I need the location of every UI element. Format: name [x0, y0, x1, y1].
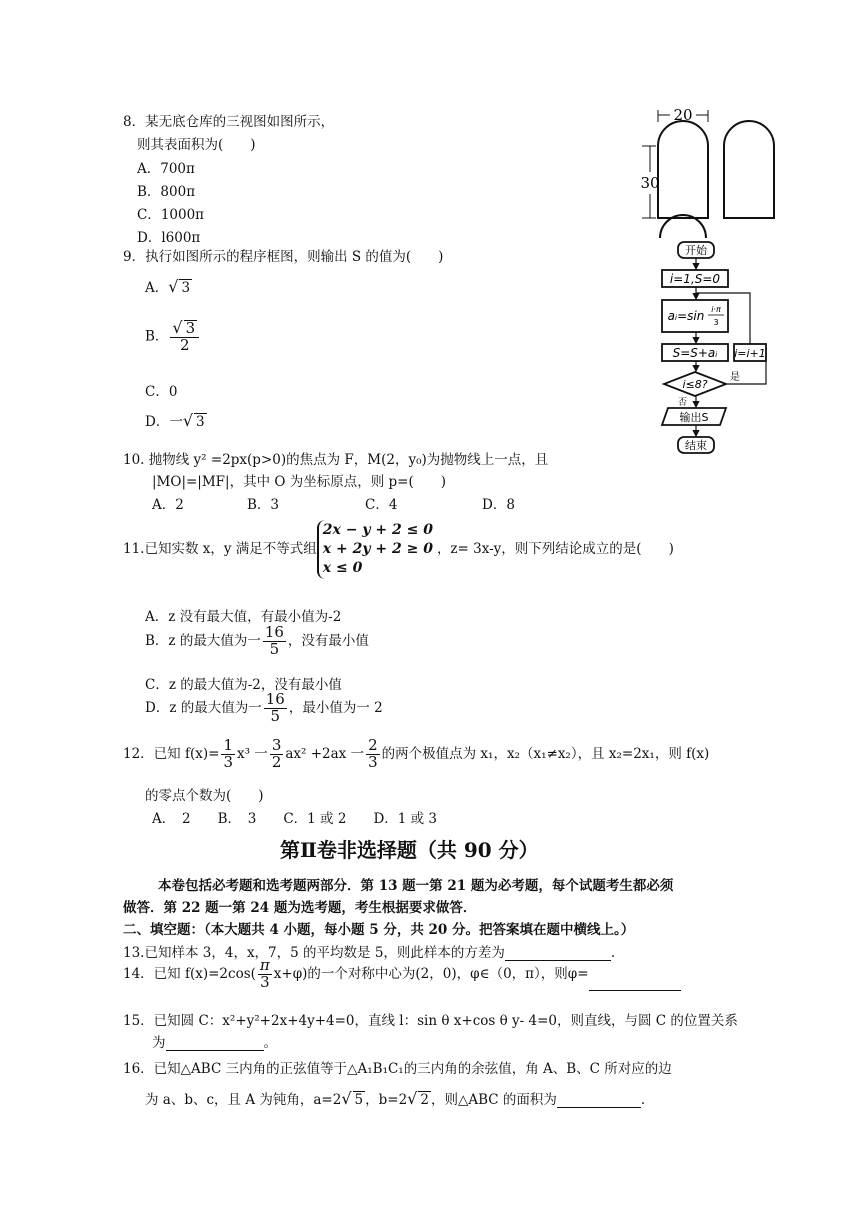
q8-option-b: B．800π — [137, 184, 196, 200]
q12-options: A． 2 B． 3 C．1 或 2 D．1 或 3 — [152, 811, 438, 827]
q16-end: . — [640, 1092, 646, 1108]
q9-option-b-radicand: 3 — [185, 319, 196, 337]
q12-stem-line1 — [123, 738, 709, 771]
q9-option-a-radicand: 3 — [181, 280, 191, 296]
q16-mid: ，b=2 — [365, 1092, 408, 1108]
q14-denominator: 3 — [260, 972, 270, 991]
q9-option-d: D．一√ 3 — [145, 411, 205, 430]
program-flowchart — [654, 238, 774, 460]
section-2-title: 第Ⅱ卷非选择题（共 90 分） — [280, 838, 539, 862]
q10-stem-line1: 10. 抛物线 y² =2px(p>0)的焦点为 F，M(2，y₀)为抛物线上一点，且 — [123, 452, 549, 468]
q12-frac1-den: 3 — [223, 752, 233, 771]
three-view-drawing — [638, 106, 790, 240]
q9-option-a: A．√ 3 — [145, 277, 191, 296]
q16-line2: 为 a、b、c，且 A 为钝角，a=2√ 5 ，b=2√ 2 ，则△ABC 的面积为 . — [145, 1089, 646, 1108]
width-dimension-label: 20 — [673, 106, 693, 124]
q11-option-c: C．z 的最大值为-2，没有最小值 — [145, 677, 342, 693]
q11-stem-post: ，z= 3x-y，则下列结论成立的是( ) — [436, 541, 674, 557]
flow-start-label: 开始 — [685, 244, 707, 257]
q9-option-b-denominator: 2 — [180, 335, 190, 354]
q8-stem-line2: 则其表面积为( ) — [137, 137, 256, 153]
q16-radicand-2: 2 — [420, 1092, 429, 1108]
q14-answer-blank[interactable] — [589, 974, 681, 991]
flow-assign-numerator: i·π — [711, 305, 721, 314]
q13-text: 13.已知样本 3，4，x，7，5 的平均数是 5，则此样本的方差为 — [123, 945, 505, 961]
flow-init-label: i=1,S=0 — [669, 272, 721, 286]
q16-answer-blank[interactable] — [557, 1091, 641, 1108]
section-2-intro-line2: 做答．第 22 题一第 24 题为选考题，考生根据要求做答． — [123, 900, 477, 916]
q8-option-d: D．l600π — [137, 230, 201, 246]
flow-update-i-label: i=i+1 — [734, 347, 766, 360]
q11-option-d-pre: D．z 的最大值为一 — [145, 699, 262, 716]
q11-option-d — [145, 692, 383, 725]
q15-line2-pre: 为 — [152, 1035, 166, 1051]
q15-end: 。 — [263, 1035, 277, 1051]
q9-option-d-label: D．一 — [145, 414, 183, 430]
q8-option-c: C．1000π — [137, 207, 205, 223]
flow-assign-denominator: 3 — [713, 318, 719, 327]
q9-option-b: B． $\frac{√ 3}{2}$ — [145, 320, 201, 354]
q10-stem-line2: |MO|=|MF|，其中 O 为坐标原点，则 p=( ) — [152, 474, 447, 490]
q16-stem-line1: 16．已知△ABC 三内角的正弦值等于△A₁B₁C₁的三内角的余弦值，角 A、B、C 所对应的边 — [123, 1061, 672, 1077]
flow-end-label: 结束 — [685, 439, 707, 452]
q11-option-d-post: ，最小值为一 2 — [288, 699, 383, 716]
q10-option-a: A．2 — [152, 497, 184, 513]
q11-option-b — [145, 625, 369, 658]
q11-option-a: A．z 没有最大值，有最小值为-2 — [145, 609, 342, 625]
q11-stem — [123, 520, 674, 579]
q11-option-b-pre: B．z 的最大值为一 — [145, 632, 261, 649]
q15-answer-blank[interactable] — [166, 1034, 264, 1051]
q9-option-d-radicand: 3 — [196, 414, 205, 430]
flow-yes-label: 是 — [730, 372, 740, 383]
q12-frac3-num: 2 — [368, 736, 378, 754]
q9-stem: 9．执行如图所示的程序框图，则输出 S 的值为( ) — [123, 249, 444, 265]
q11-option-d-numerator: 16 — [265, 690, 285, 708]
q10-option-d: D．8 — [482, 497, 515, 513]
q9-option-c: C．0 — [145, 384, 178, 400]
flow-assign-lhs: aᵢ=sin — [667, 309, 705, 323]
inequality-3: x ≤ 0 — [322, 560, 363, 576]
q12-frac2-den: 2 — [271, 752, 282, 771]
section-2-intro-line1: 本卷包括必考题和选考题两部分．第 13 题一第 21 题为必考题，每个试题考生都必须 — [158, 878, 674, 894]
q15-line2 — [152, 1031, 277, 1051]
q16-pre: 为 a、b、c，且 A 为钝角，a=2 — [145, 1092, 342, 1108]
q14-numerator: π — [259, 956, 270, 974]
q8-stem-line1: 8．某无底仓库的三视图如图所示， — [123, 114, 335, 130]
height-dimension-label: 30 — [640, 174, 660, 192]
flow-output-label: 输出S — [679, 411, 709, 424]
q14-pre: 14．已知 f(x)=2cos( — [123, 965, 256, 982]
q12-pre: 12．已知 f(x)= — [123, 745, 220, 762]
q10-option-c: C．4 — [365, 497, 398, 513]
q13-end: . — [610, 945, 616, 961]
inequality-2: x + 2y + 2 ≥ 0 — [322, 541, 433, 557]
inequality-1: 2x − y + 2 ≤ 0 — [322, 522, 433, 538]
q11-option-b-denominator: 5 — [269, 639, 280, 658]
q8-option-a: A．700π — [137, 161, 195, 177]
q9-option-a-label: A． — [145, 280, 169, 296]
q15-stem-line1: 15．已知圆 C：x²+y²+2x+4y+4=0，直线 l：sin θ x+cos θ y- 4=0，则直线，与圆 C 的位置关系 — [123, 1013, 738, 1029]
flow-update-s-label: S=S+aᵢ — [672, 346, 718, 360]
flow-no-label: 否 — [678, 398, 688, 408]
q12-term3: 的两个极值点为 x₁，x₂（x₁≠x₂），且 x₂=2x₁，则 f(x) — [381, 745, 710, 762]
q14-post: x+φ)的一个对称中心为(2，0)，φ∈（0，π），则φ= — [273, 965, 589, 982]
q11-option-b-post: ，没有最小值 — [287, 632, 369, 649]
q16-post: ，则△ABC 的面积为 — [430, 1092, 557, 1108]
q11-option-b-numerator: 16 — [264, 623, 284, 641]
inequality-system — [317, 520, 437, 579]
q11-stem-pre: 11.已知实数 x，y 满足不等式组 — [123, 541, 317, 557]
fill-in-heading: 二、填空题：（本大题共 4 小题，每小题 5 分，共 20 分。把答案填在题中横线上。） — [123, 922, 635, 938]
q11-option-d-denominator: 5 — [270, 706, 281, 725]
q12-frac2-num: 3 — [271, 736, 282, 754]
q12-frac3-den: 3 — [368, 752, 378, 771]
flow-condition-label: i≤8? — [682, 378, 708, 391]
q14 — [123, 958, 681, 991]
q12-term2: ax² +2ax 一 — [285, 745, 365, 762]
q10-option-b: B．3 — [247, 497, 280, 513]
q12-term1: x³ 一 — [236, 745, 268, 762]
q9-option-b-label: B． — [145, 328, 169, 345]
q12-stem-line2: 的零点个数为( ) — [145, 788, 264, 804]
q16-radicand-1: 5 — [354, 1092, 364, 1108]
q12-frac1-num: 1 — [223, 736, 233, 754]
